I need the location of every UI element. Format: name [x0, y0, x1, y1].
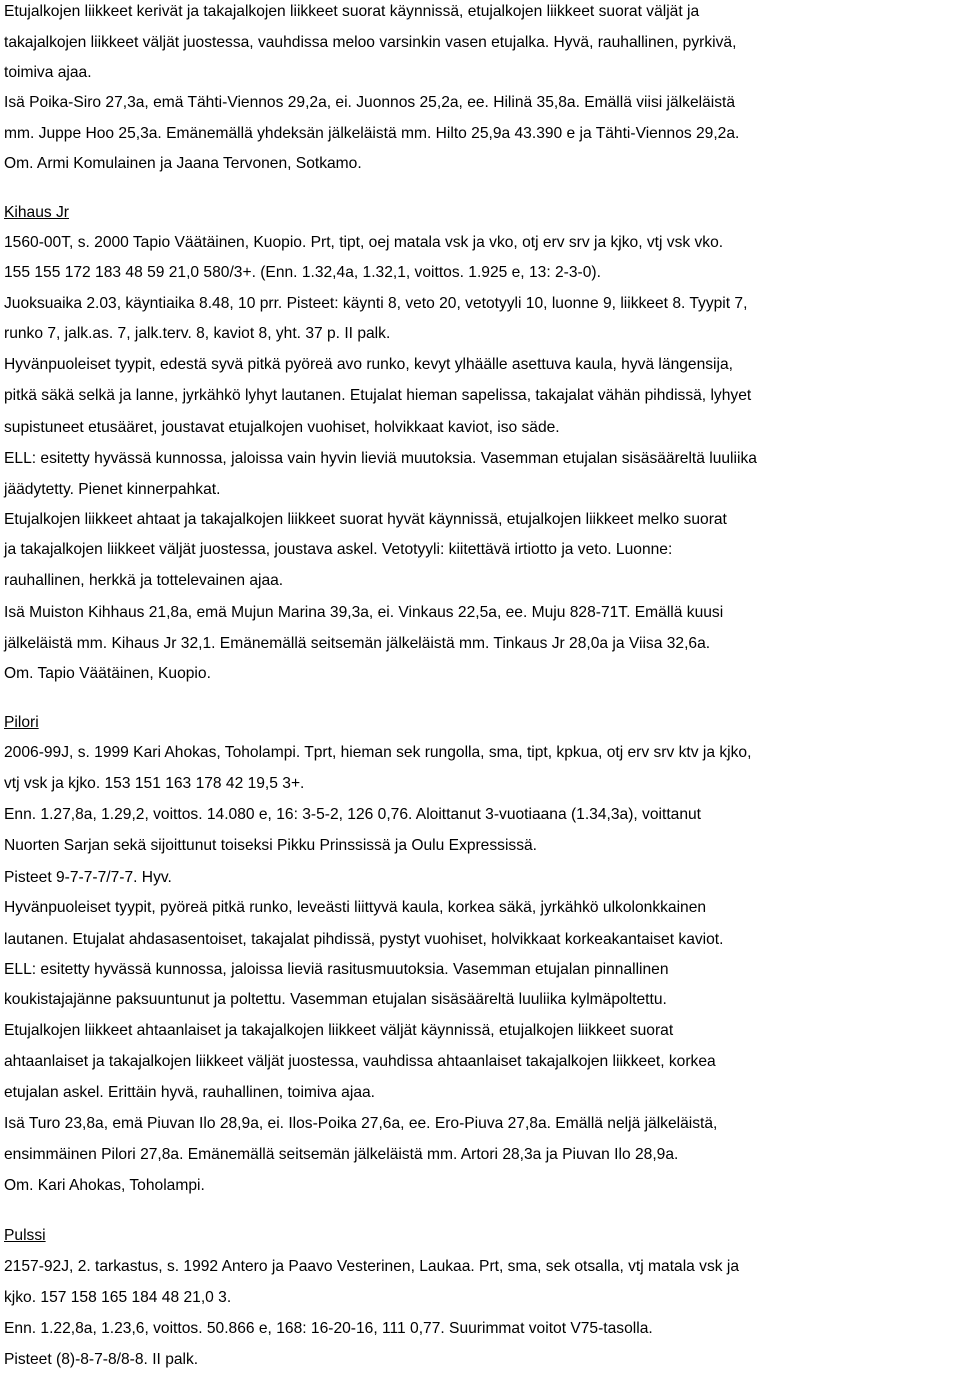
text-line: Enn. 1.22,8a, 1.23,6, voittos. 50.866 e, 168: 16-20-16, 111 0,77. Suurimmat voitot V75-tasolla. — [4, 1320, 653, 1337]
text-line: Pisteet (8)-8-7-8/8-8. II palk. — [4, 1351, 199, 1368]
section-heading-pilori: Pilori — [4, 714, 39, 731]
section-heading-pulssi: Pulssi — [4, 1227, 46, 1244]
text-line: Etujalkojen liikkeet ahtaanlaiset ja takajalkojen liikkeet väljät käynnissä, etujalkojen liikkeet suorat — [4, 1022, 674, 1039]
text-line: rauhallinen, herkkä ja tottelevainen ajaa. — [4, 572, 284, 589]
text-line: runko 7, jalk.as. 7, jalk.terv. 8, kaviot 8, yht. 37 p. II palk. — [4, 325, 391, 342]
text-line: Hyvänpuoleiset tyypit, edestä syvä pitkä pyöreä avo runko, kevyt ylhäälle asettuva kaula, hyvä längensija, — [4, 356, 733, 373]
text-line: Om. Tapio Väätäinen, Kuopio. — [4, 665, 211, 682]
text-line: jäädytetty. Pienet kinnerpahkat. — [4, 481, 221, 498]
text-line: Isä Turo 23,8a, emä Piuvan Ilo 28,9a, ei. Ilos-Poika 27,6a, ee. Ero-Piuva 27,8a. Emällä neljä jälkeläistä, — [4, 1115, 718, 1132]
text-line: kjko. 157 158 165 184 48 21,0 3. — [4, 1289, 232, 1306]
text-line: Pisteet 9-7-7-7/7-7. Hyv. — [4, 869, 172, 886]
text-line: takajalkojen liikkeet väljät juostessa, vauhdissa meloo varsinkin vasen etujalka. Hyvä, rauhallinen, pyrkivä, — [4, 34, 737, 51]
text-line: 155 155 172 183 48 59 21,0 580/3+. (Enn. 1.32,4a, 1.32,1, voittos. 1.925 e, 13: 2-3-0). — [4, 264, 601, 281]
text-line: Om. Armi Komulainen ja Jaana Tervonen, Sotkamo. — [4, 155, 362, 172]
text-line: Om. Kari Ahokas, Toholampi. — [4, 1177, 205, 1194]
text-line: mm. Juppe Hoo 25,3a. Emänemällä yhdeksän jälkeläistä mm. Hilto 25,9a 43.390 e ja Tähti-Viennos 29,2a. — [4, 125, 740, 142]
text-line: supistuneet etusääret, joustavat etujalkojen vuohiset, holvikkaat kaviot, iso säde. — [4, 419, 560, 436]
text-line: ensimmäinen Pilori 27,8a. Emänemällä seitsemän jälkeläistä mm. Artori 28,3a ja Piuvan Ilo 28,9a. — [4, 1146, 679, 1163]
section-heading-kihaus-jr: Kihaus Jr — [4, 204, 70, 221]
text-line: 2157-92J, 2. tarkastus, s. 1992 Antero ja Paavo Vesterinen, Laukaa. Prt, sma, sek otsalla, vtj matala vsk ja — [4, 1258, 740, 1275]
text-line: 2006-99J, s. 1999 Kari Ahokas, Toholampi. Tprt, hieman sek rungolla, sma, tipt, kpkua, otj erv srv ktv ja kjko, — [4, 744, 752, 761]
text-line: Isä Poika-Siro 27,3a, emä Tähti-Viennos 29,2a, ei. Juonnos 25,2a, ee. Hilinä 35,8a. Emällä viisi jälkeläistä — [4, 94, 736, 111]
text-line: vtj vsk ja kjko. 153 151 163 178 42 19,5 3+. — [4, 775, 305, 792]
text-line: Hyvänpuoleiset tyypit, pyöreä pitkä runko, leveästi liittyvä kaula, korkea säkä, jyrkähkö ulkolonkkainen — [4, 899, 707, 916]
text-line: pitkä säkä selkä ja lanne, jyrkähkö lyhyt lautanen. Etujalat hieman sapelissa, takajalat vähän pihdissä, lyhyet — [4, 387, 752, 404]
text-line: 1560-00T, s. 2000 Tapio Väätäinen, Kuopio. Prt, tipt, oej matala vsk ja vko, otj erv srv ja kjko, vtj vsk vko. — [4, 234, 724, 251]
text-line: Enn. 1.27,8a, 1.29,2, voittos. 14.080 e, 16: 3-5-2, 126 0,76. Aloittanut 3-vuotiaana (1.34,3a), voittanut — [4, 806, 702, 823]
text-line: Etujalkojen liikkeet ahtaat ja takajalkojen liikkeet suorat hyvät käynnissä, etujalkojen liikkeet melko suorat — [4, 511, 727, 528]
text-line: jälkeläistä mm. Kihaus Jr 32,1. Emänemällä seitsemän jälkeläistä mm. Tinkaus Jr 28,0a ja Viisa 32,6a. — [4, 635, 711, 652]
text-line: lautanen. Etujalat ahdasasentoiset, takajalat pihdissä, pystyt vuohiset, holvikkaat korkeakantaiset kaviot. — [4, 931, 724, 948]
text-line: etujalan askel. Erittäin hyvä, rauhallinen, toimiva ajaa. — [4, 1084, 375, 1101]
text-line: ja takajalkojen liikkeet väljät juostessa, joustava askel. Vetotyyli: kiitettävä irtiotto ja veto. Luonne: — [4, 541, 673, 558]
text-line: Juoksuaika 2.03, käyntiaika 8.48, 10 prr. Pisteet: käynti 8, veto 20, vetotyyli 10, luonne 9, liikkeet 8. Tyypit 7, — [4, 295, 748, 312]
text-line: toimiva ajaa. — [4, 64, 92, 81]
text-line: Etujalkojen liikkeet kerivät ja takajalkojen liikkeet suorat käynnissä, etujalkojen liikkeet suorat väljät ja — [4, 3, 700, 20]
text-line: koukistajajänne paksuuntunut ja poltettu. Vasemman etujalan sisäsääreltä luuliika kylmäpoltettu. — [4, 991, 667, 1008]
text-line: ahtaanlaiset ja takajalkojen liikkeet väljät juostessa, vauhdissa ahtaanlaiset takajalkojen liikkeet, korkea — [4, 1053, 716, 1070]
text-line: Isä Muiston Kihhaus 21,8a, emä Mujun Marina 39,3a, ei. Vinkaus 22,5a, ee. Muju 828-71T. Emällä kuusi — [4, 604, 724, 621]
text-line: ELL: esitetty hyvässä kunnossa, jaloissa lieviä rasitusmuutoksia. Vasemman etujalan pinnallinen — [4, 961, 669, 978]
text-line: ELL: esitetty hyvässä kunnossa, jaloissa vain hyvin lieviä muutoksia. Vasemman etujalan sisäsääreltä luuliika — [4, 450, 757, 467]
text-line: Nuorten Sarjan sekä sijoittunut toiseksi Pikku Prinssissä ja Oulu Expressissä. — [4, 837, 538, 854]
